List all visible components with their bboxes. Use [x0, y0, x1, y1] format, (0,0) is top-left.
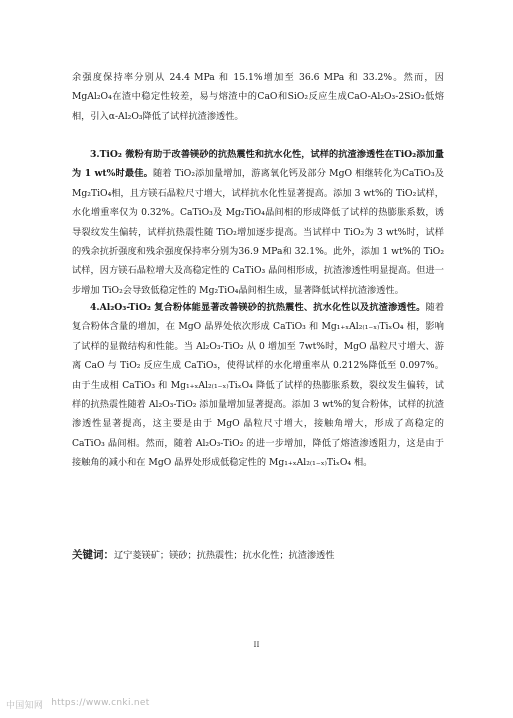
page-number: II — [253, 640, 260, 649]
watermark-site-name: 中国知网 — [6, 701, 44, 711]
keywords-label: 关键词： — [72, 549, 114, 561]
watermark-url: https://www.cnki.net — [51, 698, 150, 708]
conclusion-heading-4: 4.Al₂O₃-TiO₂ 复合粉体能显著改善镁砂的抗热震性、抗水化性以及抗渣渗透性。 — [90, 302, 426, 313]
conclusion-paragraph-3 — [72, 145, 444, 300]
conclusion-paragraph-4 — [72, 298, 444, 473]
keywords-line — [72, 546, 444, 565]
keywords-list: 辽宁菱镁矿；镁砂；抗热震性；抗水化性；抗渣渗透性 — [114, 550, 335, 561]
conclusion-heading-3: 3.TiO₂ 微粉有助于改善镁砂的抗热震性和抗水化性，试样的抗渣渗透性在TiO₂添加量为 1 wt%时最佳。 — [72, 149, 444, 180]
paragraph-continuation — [72, 68, 444, 126]
cnki-watermark — [6, 698, 150, 711]
conclusion-body-3: 随着 TiO₂添加量增加，游离氧化钙及部分 MgO 相继转化为CaTiO₃及Mg₂TiO₄相，且方镁石晶粒尺寸增大，试样抗水化性显著提高。添加 3 wt%的 TiO₂试样，水化增重率仅为 0.32%。CaTiO₃及 Mg₂TiO₄晶间相的形成降低了试样的热膨胀系数，诱导裂纹发生偏转，试样抗热震性随 TiO₂增加逐步提高。当试样中 TiO₂为 3 wt%时，试样的残余抗折强度和残余强度保持率分别为36.9 MPa和 32.1%。此外，添加 1 wt%的 TiO₂试样，因方镁石晶粒增大及高稳定性的 CaTiO₃ 晶间相形成，抗渣渗透性明显提高。但进一步增加 TiO₂会导致低稳定性的 Mg₂TiO₄晶间相生成，显著降低试样抗渣渗透性。 — [72, 168, 444, 296]
paragraph-text: 余强度保持率分别从 24.4 MPa 和 15.1%增加至 36.6 MPa 和 33.2%。然而，因MgAl₂O₄在渣中稳定性较差，易与熔渣中的CaO和SiO₂反应生成CaO-Al₂O₃-2SiO₂低熔相，引入α-Al₂O₃降低了试样抗渣渗透性。 — [72, 72, 444, 122]
conclusion-body-4: 随着复合粉体含量的增加，在 MgO 晶界处依次形成 CaTiO₃ 和 Mg₁₊ₓAl₂₍₁₋ₓ₎TiₓO₄ 相，影响了试样的显微结构和性能。当 Al₂O₃-TiO₂ 从 0 增加至 7wt%时，MgO 晶粒尺寸增大、游离 CaO 与 TiO₂ 反应生成 CaTiO₃，使得试样的水化增重率从 0.212%降低至 0.097%。由于生成相 CaTiO₃ 和 Mg₁₊ₓAl₂₍₁₋ₓ₎TiₓO₄ 降低了试样的热膨胀系数，裂纹发生偏转，试样的抗热震性随着 Al₂O₃-TiO₂ 添加量增加显著提高。添加 3 wt%的复合粉体，试样的抗渣渗透性显著提高，这主要是由于 MgO 晶粒尺寸增大，接触角增大，形成了高稳定的 CaTiO₃ 晶间相。然而，随着 Al₂O₃-TiO₂ 的进一步增加，降低了熔渣渗透阻力，这是由于接触角的减小和在 MgO 晶界处形成低稳定性的 Mg₁₊ₓAl₂₍₁₋ₓ₎TiₓO₄ 相。 — [72, 302, 445, 469]
